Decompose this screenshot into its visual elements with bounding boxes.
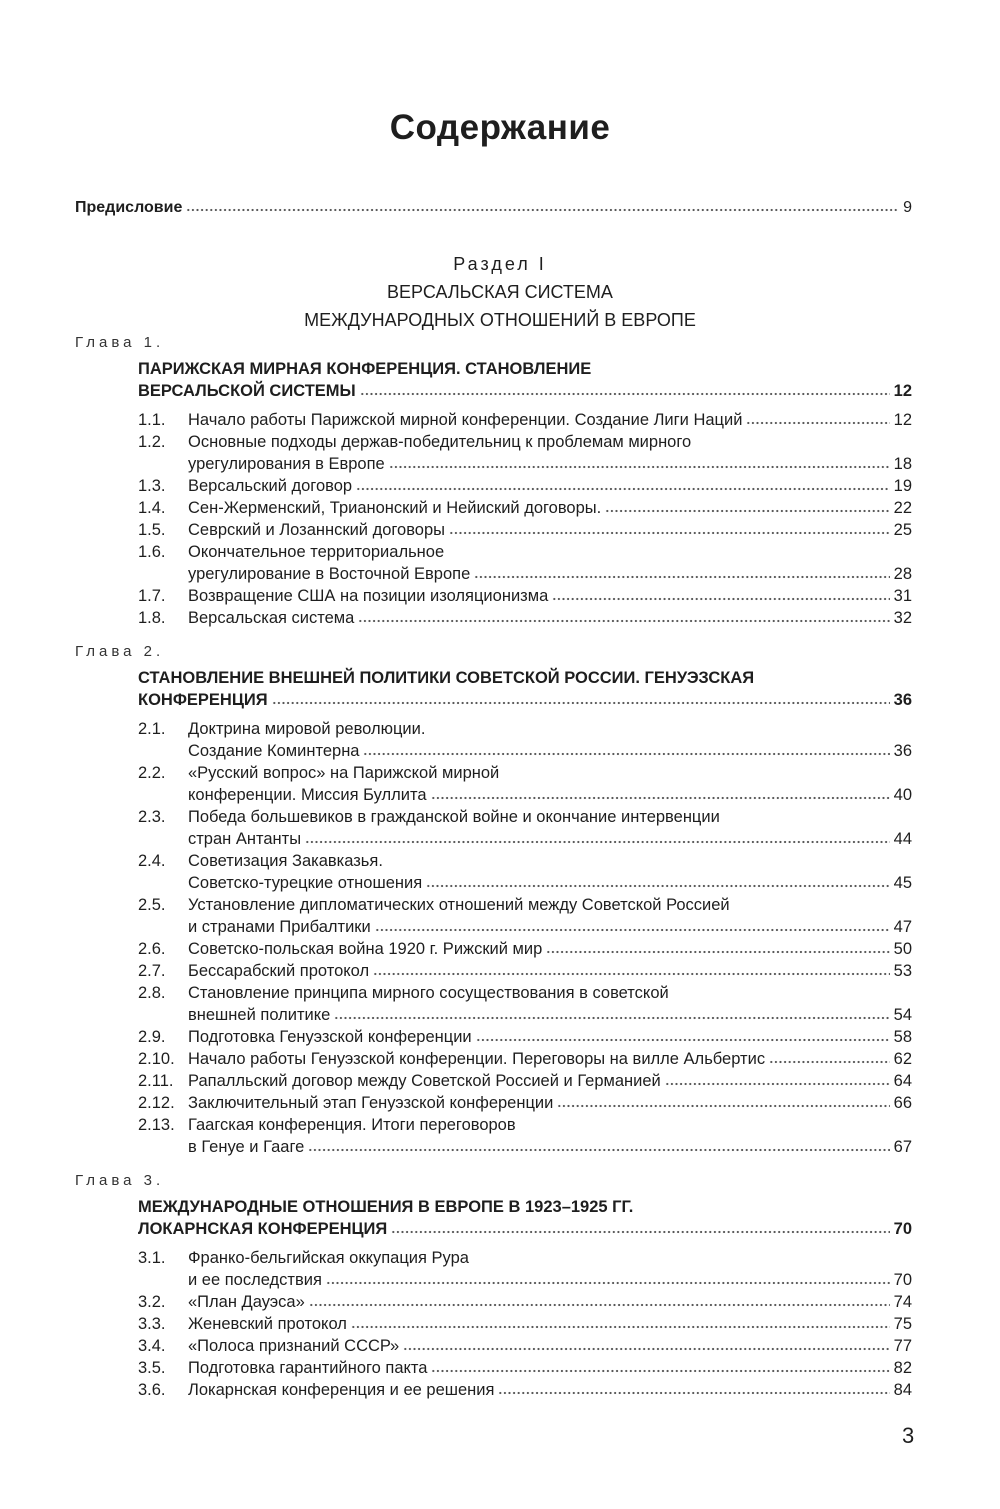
entry-last-line <box>188 519 912 541</box>
chapter-items <box>75 1247 912 1401</box>
page-ref: 53 <box>893 962 912 980</box>
page-number: 3 <box>902 1423 915 1448</box>
entry-body <box>188 1114 912 1158</box>
entry-body <box>188 607 912 629</box>
entry-line: Доктрина мировой революции. <box>188 720 426 738</box>
entry-last-line <box>188 1357 912 1379</box>
section-label: Раздел I <box>453 254 547 274</box>
dot-leader <box>546 940 889 954</box>
entry-last-line <box>188 1379 912 1401</box>
entry-body <box>188 894 912 938</box>
entry-last-line-text: Бессарабский протокол <box>188 962 370 980</box>
entry-body <box>188 409 912 431</box>
dot-leader <box>746 411 889 425</box>
entry-last-line <box>188 938 912 960</box>
entry-number: 2.5. <box>138 896 166 914</box>
section-title-line-2: МЕЖДУНАРОДНЫХ ОТНОШЕНИЙ В ЕВРОПЕ <box>304 310 696 330</box>
page-ref: 22 <box>893 499 912 517</box>
entry-last-line-text: «Полоса признаний СССР» <box>188 1337 400 1355</box>
entry-body <box>188 1379 912 1401</box>
entry-number: 2.7. <box>138 962 166 980</box>
dot-leader <box>305 830 890 844</box>
chapter-2 <box>75 641 912 1158</box>
page-ref: 77 <box>893 1337 912 1355</box>
entry-number: 3.5. <box>138 1359 166 1377</box>
dot-leader <box>426 874 889 888</box>
entry-number: 1.7. <box>138 587 166 605</box>
page-ref: 31 <box>893 587 912 605</box>
toc-entry[interactable] <box>138 585 912 607</box>
entry-body <box>188 1335 912 1357</box>
entry-last-line-text: Начало работы Генуэзской конференции. Переговоры на вилле Альбертис <box>188 1050 766 1068</box>
entry-last-line <box>188 409 912 431</box>
entry-body <box>188 850 912 894</box>
chapter-title-entry[interactable] <box>138 667 912 711</box>
toc-entry[interactable] <box>138 409 912 431</box>
toc-entry[interactable] <box>138 519 912 541</box>
entry-last-line-text: Начало работы Парижской мирной конференции. Создание Лиги Наций <box>188 411 743 429</box>
chapter-title-line: МЕЖДУНАРОДНЫЕ ОТНОШЕНИЯ В ЕВРОПЕ В 1923–1925 ГГ. <box>138 1198 634 1216</box>
chapter-title-line: ПАРИЖСКАЯ МИРНАЯ КОНФЕРЕНЦИЯ. СТАНОВЛЕНИЕ <box>138 360 592 378</box>
dot-leader <box>557 1094 889 1108</box>
entry-last-line <box>188 475 912 497</box>
section-heading <box>0 250 1000 334</box>
entry-body <box>188 1313 912 1335</box>
toc-entry[interactable] <box>138 1313 912 1335</box>
entry-number: 3.4. <box>138 1337 166 1355</box>
dot-leader <box>403 1337 889 1351</box>
entry-body <box>188 982 912 1026</box>
chapter-title-last <box>138 689 912 711</box>
entry-last-line-text: Подготовка Генуэзской конференции <box>188 1028 472 1046</box>
entry-body <box>188 585 912 607</box>
page-ref: 82 <box>893 1359 912 1377</box>
page-ref: 70 <box>893 1220 912 1238</box>
entry-number: 2.11. <box>138 1072 174 1090</box>
dot-leader <box>391 1220 889 1234</box>
toc-entry[interactable] <box>138 1357 912 1379</box>
toc-entry[interactable] <box>138 806 912 850</box>
chapter-label: Глава 1. <box>75 334 165 351</box>
toc-entry[interactable] <box>138 1048 912 1070</box>
toc-entry[interactable] <box>138 960 912 982</box>
chapter-title-last-text: КОНФЕРЕНЦИЯ <box>138 691 268 709</box>
toc-entry[interactable] <box>138 762 912 806</box>
entry-last-line <box>188 1291 912 1313</box>
entry-body <box>188 519 912 541</box>
entry-body <box>188 475 912 497</box>
entry-last-line <box>188 828 912 850</box>
dot-leader <box>474 565 889 579</box>
entry-last-line <box>188 960 912 982</box>
page-ref: 66 <box>893 1094 912 1112</box>
chapter-title-entry[interactable] <box>138 1196 912 1240</box>
entry-last-line-text: Женевский протокол <box>188 1315 347 1333</box>
chapter-label: Глава 3. <box>75 1172 165 1189</box>
toc-entry[interactable] <box>138 1092 912 1114</box>
toc-entry[interactable] <box>138 1114 912 1158</box>
page-ref: 47 <box>893 918 912 936</box>
toc-entry[interactable] <box>138 475 912 497</box>
entry-last-line <box>188 1092 912 1114</box>
page-ref: 19 <box>893 477 912 495</box>
entry-last-line-text: и странами Прибалтики <box>188 918 371 936</box>
entry-last-line <box>188 916 912 938</box>
page-title: Содержание <box>389 108 611 147</box>
entry-number: 2.8. <box>138 984 166 1002</box>
toc-entry[interactable] <box>138 718 912 762</box>
preface-label: Предисловие <box>75 199 183 216</box>
page-ref: 40 <box>893 786 912 804</box>
dot-leader <box>431 786 890 800</box>
chapter-items <box>75 718 912 1158</box>
toc-entry[interactable] <box>138 541 912 585</box>
entry-number: 1.4. <box>138 499 166 517</box>
entry-last-line <box>188 872 912 894</box>
page-ref: 36 <box>893 691 912 709</box>
toc-entry[interactable] <box>138 938 912 960</box>
page-ref: 36 <box>893 742 912 760</box>
dot-leader <box>326 1271 890 1285</box>
dot-leader <box>431 1359 889 1373</box>
dot-leader <box>309 1293 890 1307</box>
dot-leader <box>356 477 890 491</box>
entry-last-line-text: Сен-Жерменский, Трианонский и Нейиский договоры. <box>188 499 602 517</box>
entry-number: 1.8. <box>138 609 166 627</box>
entry-line: Окончательное территориальное <box>188 543 445 561</box>
entry-last-line-text: в Генуе и Гааге <box>188 1138 305 1156</box>
page-ref: 18 <box>893 455 912 473</box>
entry-last-line-text: конференции. Миссия Буллита <box>188 786 427 804</box>
page-ref: 58 <box>893 1028 912 1046</box>
page-ref: 62 <box>893 1050 912 1068</box>
entry-number: 2.1. <box>138 720 166 738</box>
entry-number: 2.12. <box>138 1094 175 1112</box>
page-ref: 25 <box>893 521 912 539</box>
dot-leader <box>308 1138 889 1152</box>
chapter-title-line: СТАНОВЛЕНИЕ ВНЕШНЕЙ ПОЛИТИКИ СОВЕТСКОЙ РОССИИ. ГЕНУЭЗСКАЯ <box>138 669 755 687</box>
entry-last-line <box>188 453 912 475</box>
entry-last-line-text: «План Дауэса» <box>188 1293 305 1311</box>
entry-last-line-text: Версальская система <box>188 609 355 627</box>
entry-last-line <box>188 1269 912 1291</box>
entry-last-line <box>188 585 912 607</box>
toc-entry[interactable] <box>138 1026 912 1048</box>
entry-number: 1.5. <box>138 521 166 539</box>
entry-line: Становление принципа мирного сосуществования в советской <box>188 984 669 1002</box>
toc-entry[interactable] <box>138 1070 912 1092</box>
entry-last-line-text: урегулирование в Восточной Европе <box>188 565 471 583</box>
entry-last-line <box>188 784 912 806</box>
entry-last-line <box>188 1070 912 1092</box>
dot-leader <box>363 742 889 756</box>
page-ref: 28 <box>893 565 912 583</box>
entry-last-line-text: Рапалльский договор между Советской Россией и Германией <box>188 1072 661 1090</box>
page-ref: 64 <box>893 1072 912 1090</box>
dot-leader <box>373 962 890 976</box>
toc-entry-preface[interactable] <box>75 198 912 217</box>
entry-last-line <box>188 1048 912 1070</box>
entry-body <box>188 1291 912 1313</box>
toc-entry[interactable] <box>138 1335 912 1357</box>
entry-last-line <box>188 1136 912 1158</box>
entry-last-line <box>188 497 912 519</box>
entry-line: Франко-бельгийская оккупация Рура <box>188 1249 469 1267</box>
entry-body <box>188 762 912 806</box>
entry-last-line <box>188 607 912 629</box>
dot-leader <box>360 382 890 396</box>
entry-number: 3.1. <box>138 1249 166 1267</box>
entry-last-line <box>188 740 912 762</box>
entry-number: 3.3. <box>138 1315 166 1333</box>
page-ref: 84 <box>893 1381 912 1399</box>
entry-number: 3.2. <box>138 1293 166 1311</box>
entry-number: 2.13. <box>138 1116 175 1134</box>
entry-body <box>188 718 912 762</box>
page-ref: 74 <box>893 1293 912 1311</box>
entry-number: 2.2. <box>138 764 166 782</box>
entry-body <box>188 938 912 960</box>
page-ref: 12 <box>893 411 912 429</box>
dot-leader <box>498 1381 889 1395</box>
dot-leader <box>552 587 889 601</box>
toc-entry[interactable] <box>138 1291 912 1313</box>
dot-leader <box>476 1028 890 1042</box>
toc-entry[interactable] <box>138 497 912 519</box>
chapter-label: Глава 2. <box>75 643 165 660</box>
page-ref: 75 <box>893 1315 912 1333</box>
entry-number: 3.6. <box>138 1381 166 1399</box>
dot-leader <box>769 1050 890 1064</box>
entry-number: 2.6. <box>138 940 166 958</box>
entry-body <box>188 806 912 850</box>
entry-last-line-text: стран Антанты <box>188 830 302 848</box>
entry-number: 1.3. <box>138 477 166 495</box>
chapter-title-last-text: ВЕРСАЛЬСКОЙ СИСТЕМЫ <box>138 382 356 400</box>
entry-last-line <box>188 1313 912 1335</box>
entry-line: Советизация Закавказья. <box>188 852 383 870</box>
entry-last-line <box>188 1026 912 1048</box>
entry-number: 1.1. <box>138 411 166 429</box>
chapter-3 <box>75 1170 912 1401</box>
dot-leader <box>272 691 890 705</box>
page-ref: 44 <box>893 830 912 848</box>
toc-entry[interactable] <box>138 850 912 894</box>
entry-body <box>188 1247 912 1291</box>
page-ref: 12 <box>893 382 912 400</box>
entry-last-line-text: Возвращение США на позиции изоляционизма <box>188 587 549 605</box>
entry-body <box>188 1026 912 1048</box>
entry-line: Победа большевиков в гражданской войне и окончание интервенции <box>188 808 720 826</box>
entry-last-line-text: Советско-польская война 1920 г. Рижский мир <box>188 940 543 958</box>
entry-last-line <box>188 563 912 585</box>
page-ref: 32 <box>893 609 912 627</box>
dot-leader <box>375 918 890 932</box>
chapter-title-last-text: ЛОКАРНСКАЯ КОНФЕРЕНЦИЯ <box>138 1220 388 1238</box>
entry-number: 2.4. <box>138 852 166 870</box>
section-title-line-1: ВЕРСАЛЬСКАЯ СИСТЕМА <box>387 282 613 302</box>
entry-number: 1.6. <box>138 543 166 561</box>
toc-entry[interactable] <box>138 1379 912 1401</box>
entry-last-line-text: Версальский договор <box>188 477 353 495</box>
dot-leader <box>186 198 899 212</box>
entry-line: Основные подходы держав-победительниц к проблемам мирного <box>188 433 692 451</box>
preface-page: 9 <box>903 199 912 216</box>
entry-last-line-text: Советско-турецкие отношения <box>188 874 423 892</box>
page-ref: 70 <box>893 1271 912 1289</box>
entry-number: 1.2. <box>138 433 166 451</box>
dot-leader <box>389 455 890 469</box>
entry-last-line-text: Севрский и Лозаннский договоры <box>188 521 446 539</box>
entry-body <box>188 960 912 982</box>
entry-last-line <box>188 1004 912 1026</box>
entry-last-line-text: внешней политике <box>188 1006 331 1024</box>
toc-entry[interactable] <box>138 1247 912 1291</box>
entry-last-line-text: урегулирования в Европе <box>188 455 385 473</box>
dot-leader <box>665 1072 890 1086</box>
entry-number: 2.3. <box>138 808 166 826</box>
entry-line: Гаагская конференция. Итоги переговоров <box>188 1116 516 1134</box>
entry-body <box>188 1092 912 1114</box>
entry-body <box>188 541 912 585</box>
entry-body <box>188 1357 912 1379</box>
entry-number: 2.10. <box>138 1050 175 1068</box>
entry-last-line-text: Локарнская конференция и ее решения <box>188 1381 495 1399</box>
chapter-1 <box>75 332 912 629</box>
page-ref: 54 <box>893 1006 912 1024</box>
entry-last-line-text: Создание Коминтерна <box>188 742 360 760</box>
entry-last-line <box>188 1335 912 1357</box>
chapter-title-last <box>138 1218 912 1240</box>
entry-body <box>188 497 912 519</box>
toc-entry[interactable] <box>138 982 912 1026</box>
entry-body <box>188 431 912 475</box>
entry-line: Установление дипломатических отношений между Советской Россией <box>188 896 730 914</box>
dot-leader <box>605 499 889 513</box>
toc-entry[interactable] <box>138 431 912 475</box>
dot-leader <box>334 1006 889 1020</box>
entry-last-line-text: Подготовка гарантийного пакта <box>188 1359 428 1377</box>
table-of-contents <box>75 332 912 1413</box>
chapter-title-last <box>138 380 912 402</box>
entry-last-line-text: и ее последствия <box>188 1271 322 1289</box>
entry-last-line-text: Заключительный этап Генуэзской конференции <box>188 1094 554 1112</box>
dot-leader <box>449 521 890 535</box>
toc-entry[interactable] <box>138 607 912 629</box>
page-ref: 45 <box>893 874 912 892</box>
page-ref: 67 <box>893 1138 912 1156</box>
toc-entry[interactable] <box>138 894 912 938</box>
entry-number: 2.9. <box>138 1028 166 1046</box>
entry-line: «Русский вопрос» на Парижской мирной <box>188 764 500 782</box>
chapter-items <box>75 409 912 629</box>
page-ref: 50 <box>893 940 912 958</box>
chapter-title-entry[interactable] <box>138 358 912 402</box>
entry-body <box>188 1070 912 1092</box>
dot-leader <box>351 1315 890 1329</box>
entry-body <box>188 1048 912 1070</box>
dot-leader <box>358 609 889 623</box>
